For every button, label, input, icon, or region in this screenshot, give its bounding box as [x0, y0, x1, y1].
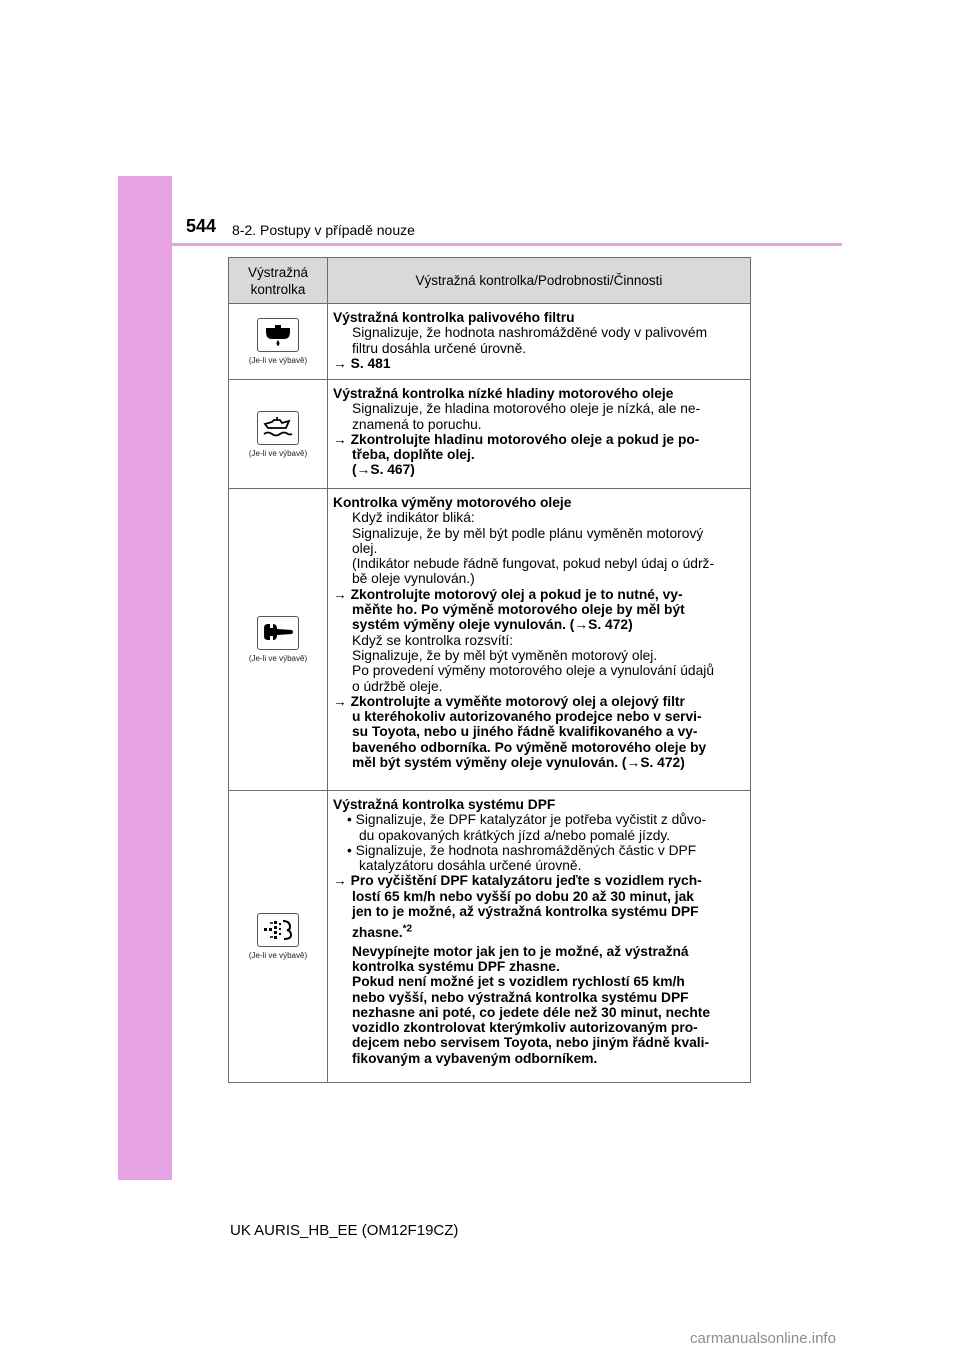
action-line: → Zkontrolujte motorový olej a pokud je to nutné, vy- — [333, 586, 683, 602]
text-line: o údržbě oleje. — [352, 678, 443, 694]
page-number: 544 — [186, 216, 217, 236]
bullet-line: katalyzátoru dosáhla určené úrovně. — [359, 858, 582, 874]
bullet-line: • Signalizuje, že DPF katalyzátor je potřeba vyčistit z důvo- — [347, 812, 707, 828]
action-line: nezhasne ani poté, co jedete déle než 30 minut, nechte — [352, 1004, 711, 1020]
equipment-note: (Je-li ve výbavě) — [248, 356, 308, 365]
text-line: (Indikátor nebude řádně fungovat, pokud nebyl údaj o údrž- — [352, 556, 715, 572]
text-line: Signalizuje, že by měl být vyměněn motorový olej. — [352, 647, 658, 663]
action-line: → Pro vyčištění DPF katalyzátoru jeďte s vozidlem rych- — [333, 873, 702, 889]
action-text: zhasne. — [352, 925, 403, 941]
action-line: lostí 65 km/h nebo vyšší po dobu 20 až 30 minut, jak — [352, 888, 694, 904]
action-line: → S. 481 — [333, 355, 391, 371]
section-title: 8-2. Postupy v případě nouze — [232, 222, 415, 238]
desc-cell — [328, 489, 751, 791]
desc-cell — [328, 791, 751, 1083]
action-line: kontrolka systému DPF zhasne. — [352, 958, 560, 974]
action-line: (→S. 467) — [352, 462, 415, 478]
action-line — [333, 925, 746, 940]
table-header-row — [229, 258, 751, 304]
warning-light-table — [228, 257, 751, 1083]
icon-cell — [229, 380, 328, 489]
header-rule — [172, 243, 842, 246]
action-line: Nevypínejte motor jak jen to je možné, až výstražná — [352, 943, 689, 959]
action-line: jen to je možné, až výstražná kontrolka systému DPF — [352, 904, 699, 920]
action-line: vozidlo zkontrolovat kterýmkoliv autorizovaným pro- — [352, 1020, 698, 1036]
icon-cell — [229, 791, 328, 1083]
action-line: třeba, doplňte olej. — [352, 447, 475, 463]
action-line: → Zkontrolujte a vyměňte motorový olej a olejový filtr — [333, 693, 685, 709]
table-row — [229, 489, 751, 791]
document-code: UK AURIS_HB_EE (OM12F19CZ) — [230, 1222, 459, 1239]
warning-title: Kontrolka výměny motorového oleje — [333, 495, 572, 510]
equipment-note: (Je-li ve výbavě) — [248, 951, 308, 960]
wrench-icon — [257, 616, 299, 650]
action-line: → Zkontrolujte hladinu motorového oleje a pokud je po- — [333, 431, 700, 447]
desc-cell — [328, 304, 751, 380]
side-tab-bar — [118, 176, 172, 1180]
action-line: měňte ho. Po výměně motorového oleje by měl být — [352, 602, 685, 618]
table-row — [229, 791, 751, 1083]
equipment-note: (Je-li ve výbavě) — [248, 448, 308, 458]
text-line: znamená to poruchu. — [352, 416, 482, 432]
icon-cell — [229, 489, 328, 791]
text-line: bě oleje vynulován.) — [352, 571, 475, 587]
action-line: su Toyota, nebo u jiného řádně kvalifikovaného a vy- — [352, 724, 698, 740]
bullet-line: du opakovaných krátkých jízd a/nebo pomalé jízdy. — [359, 827, 671, 843]
fuel-filter-water-icon — [257, 318, 299, 352]
text-line: Když se kontrolka rozsvítí: — [352, 632, 514, 648]
action-line: měl být systém výměny oleje vynulován. (→S. 472) — [352, 755, 685, 771]
equipment-note: (Je-li ve výbavě) — [248, 654, 308, 663]
warning-title: Výstražná kontrolka palivového filtru — [333, 310, 575, 325]
action-line: systém výměny oleje vynulován. (→S. 472) — [352, 617, 633, 633]
footnote-ref: *2 — [402, 923, 413, 935]
text-line: olej. — [352, 540, 378, 556]
table-row — [229, 304, 751, 380]
action-line: Pokud není možné jet s vozidlem rychlostí 65 km/h — [352, 974, 685, 990]
action-line: baveného odborníka. Po výměně motorového oleje by — [352, 739, 707, 755]
text-line: Signalizuje, že hodnota nashromážděné vody v palivovém — [352, 325, 708, 341]
icon-cell — [229, 304, 328, 380]
text-line: Když indikátor bliká: — [352, 510, 475, 526]
low-oil-level-icon — [257, 411, 299, 445]
watermark: carmanualsonline.info — [690, 1330, 836, 1347]
col-desc-header: Výstražná kontrolka/Podrobnosti/Činnosti — [328, 258, 751, 304]
dpf-system-icon — [257, 913, 299, 947]
warning-title: Výstražná kontrolka nízké hladiny motorového oleje — [333, 386, 674, 401]
action-line: dejcem nebo servisem Toyota, nebo jiným řádně kvali- — [352, 1035, 710, 1051]
warning-title: Výstražná kontrolka systému DPF — [333, 797, 556, 812]
col-icon-header: Výstražná kontrolka — [229, 258, 328, 304]
desc-cell — [328, 380, 751, 489]
text-line: filtru dosáhla určené úrovně. — [352, 340, 527, 356]
table-row — [229, 380, 751, 489]
action-line: fikovaným a vybaveným odborníkem. — [352, 1050, 598, 1066]
text-line: Signalizuje, že hladina motorového oleje je nízká, ale ne- — [352, 401, 701, 417]
text-line: Po provedení výměny motorového oleje a vynulování údajů — [352, 663, 715, 679]
action-line: u kteréhokoliv autorizovaného prodejce nebo v servi- — [352, 709, 702, 725]
action-line: nebo vyšší, nebo výstražná kontrolka systému DPF — [352, 989, 689, 1005]
bullet-line: • Signalizuje, že hodnota nashromážděných částic v DPF — [347, 842, 697, 858]
text-line: Signalizuje, že by měl být podle plánu vyměněn motorový — [352, 525, 704, 541]
